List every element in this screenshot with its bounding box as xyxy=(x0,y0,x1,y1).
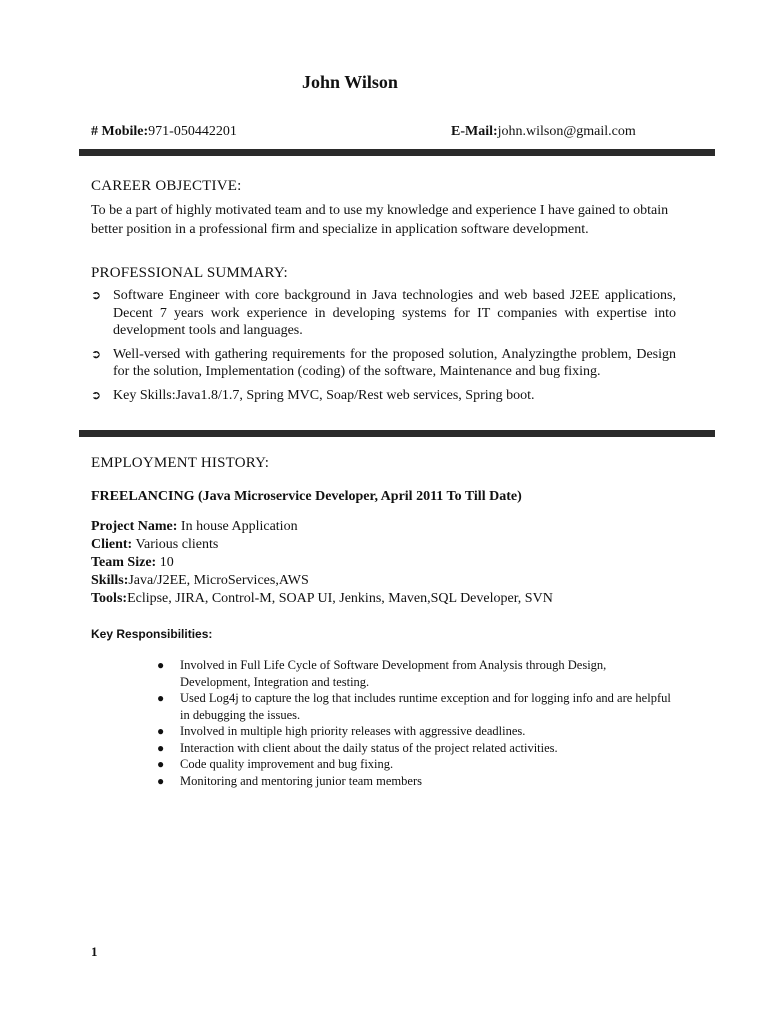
summary-item xyxy=(91,346,676,381)
team-size-row xyxy=(91,554,553,572)
responsibility-text: Involved in Full Life Cycle of Software Development from Analysis through Design, Development, Integration and testing. xyxy=(180,658,607,689)
professional-summary-list xyxy=(91,287,676,410)
project-name-label: Project Name: xyxy=(91,519,178,534)
job-title: FREELANCING (Java Microservice Developer, April 2011 To Till Date) xyxy=(91,489,522,504)
email-value: john.wilson@gmail.com xyxy=(497,124,636,139)
tools-value: Eclipse, JIRA, Control-M, SOAP UI, Jenkins, Maven,SQL Developer, SVN xyxy=(127,591,553,606)
project-details xyxy=(91,518,553,608)
responsibility-text: Interaction with client about the daily status of the project related activities. xyxy=(180,740,558,755)
responsibility-text: Monitoring and mentoring junior team members xyxy=(180,773,422,788)
tools-row xyxy=(91,590,553,608)
project-name-value: In house Application xyxy=(177,519,298,534)
career-objective-heading: CAREER OBJECTIVE: xyxy=(91,178,242,194)
page-number: 1 xyxy=(91,944,98,959)
tools-label: Tools: xyxy=(91,591,128,606)
key-responsibilities-heading: Key Responsibilities: xyxy=(91,627,213,641)
responsibility-text: Involved in multiple high priority releases with aggressive deadlines. xyxy=(180,724,526,738)
bullet-dot-icon: ● xyxy=(157,740,165,755)
bullet-dot-icon: ● xyxy=(157,658,165,672)
project-name-row xyxy=(91,518,553,536)
team-size-value: 10 xyxy=(156,555,174,570)
summary-item-text: Software Engineer with core background in Java technologies and web based J2EE applications, Decent 7 years work experience in developing systems for IT companies with expertise into development tools and languages. xyxy=(113,288,676,338)
bullet-dot-icon: ● xyxy=(157,773,165,788)
skills-label: Skills: xyxy=(91,573,129,588)
mobile-value: 971-050442201 xyxy=(148,124,237,139)
arrow-bullet-icon: ➲ xyxy=(91,288,102,302)
client-value: Various clients xyxy=(132,537,219,552)
career-objective-text: To be a part of highly motivated team and to use my knowledge and experience I have gained to obtain better position in a professional firm and specialize in application software development. xyxy=(91,203,669,237)
team-size-label: Team Size: xyxy=(91,555,157,570)
summary-item xyxy=(91,387,676,405)
client-label: Client: xyxy=(91,537,133,552)
bullet-dot-icon: ● xyxy=(157,691,165,705)
responsibility-item xyxy=(157,723,677,740)
responsibility-item xyxy=(157,740,677,757)
divider-middle xyxy=(79,430,715,437)
responsibility-text: Code quality improvement and bug fixing. xyxy=(180,757,394,771)
responsibility-item xyxy=(157,756,677,773)
candidate-name: John Wilson xyxy=(302,72,398,92)
arrow-bullet-icon: ➲ xyxy=(91,387,102,402)
divider-top xyxy=(79,149,715,156)
summary-item-text: Key Skills:Java1.8/1.7, Spring MVC, Soap/Rest web services, Spring boot. xyxy=(113,387,535,403)
responsibility-item xyxy=(157,690,677,723)
professional-summary-heading: PROFESSIONAL SUMMARY: xyxy=(91,265,288,281)
skills-row xyxy=(91,572,553,590)
email-info xyxy=(451,124,636,140)
summary-item xyxy=(91,287,676,340)
employment-history-heading: EMPLOYMENT HISTORY: xyxy=(91,455,270,471)
responsibility-text: Used Log4j to capture the log that includes runtime exception and for logging info and are helpful in debugging the issues. xyxy=(180,691,671,722)
summary-item-text: Well-versed with gathering requirements for the proposed solution, Analyzingthe problem, Design for the solution, Implementation (coding) of the software, Maintenance and bug fixing. xyxy=(113,346,676,379)
bullet-dot-icon: ● xyxy=(157,724,165,738)
arrow-bullet-icon: ➲ xyxy=(91,346,102,361)
responsibility-item xyxy=(157,657,677,690)
email-label: E-Mail: xyxy=(451,124,498,139)
mobile-label: # Mobile: xyxy=(91,124,149,139)
mobile-info xyxy=(91,124,237,140)
client-row xyxy=(91,536,553,554)
skills-value: Java/J2EE, MicroServices,AWS xyxy=(128,573,309,588)
responsibilities-list xyxy=(157,657,677,789)
bullet-dot-icon: ● xyxy=(157,757,165,771)
responsibility-item xyxy=(157,773,677,790)
